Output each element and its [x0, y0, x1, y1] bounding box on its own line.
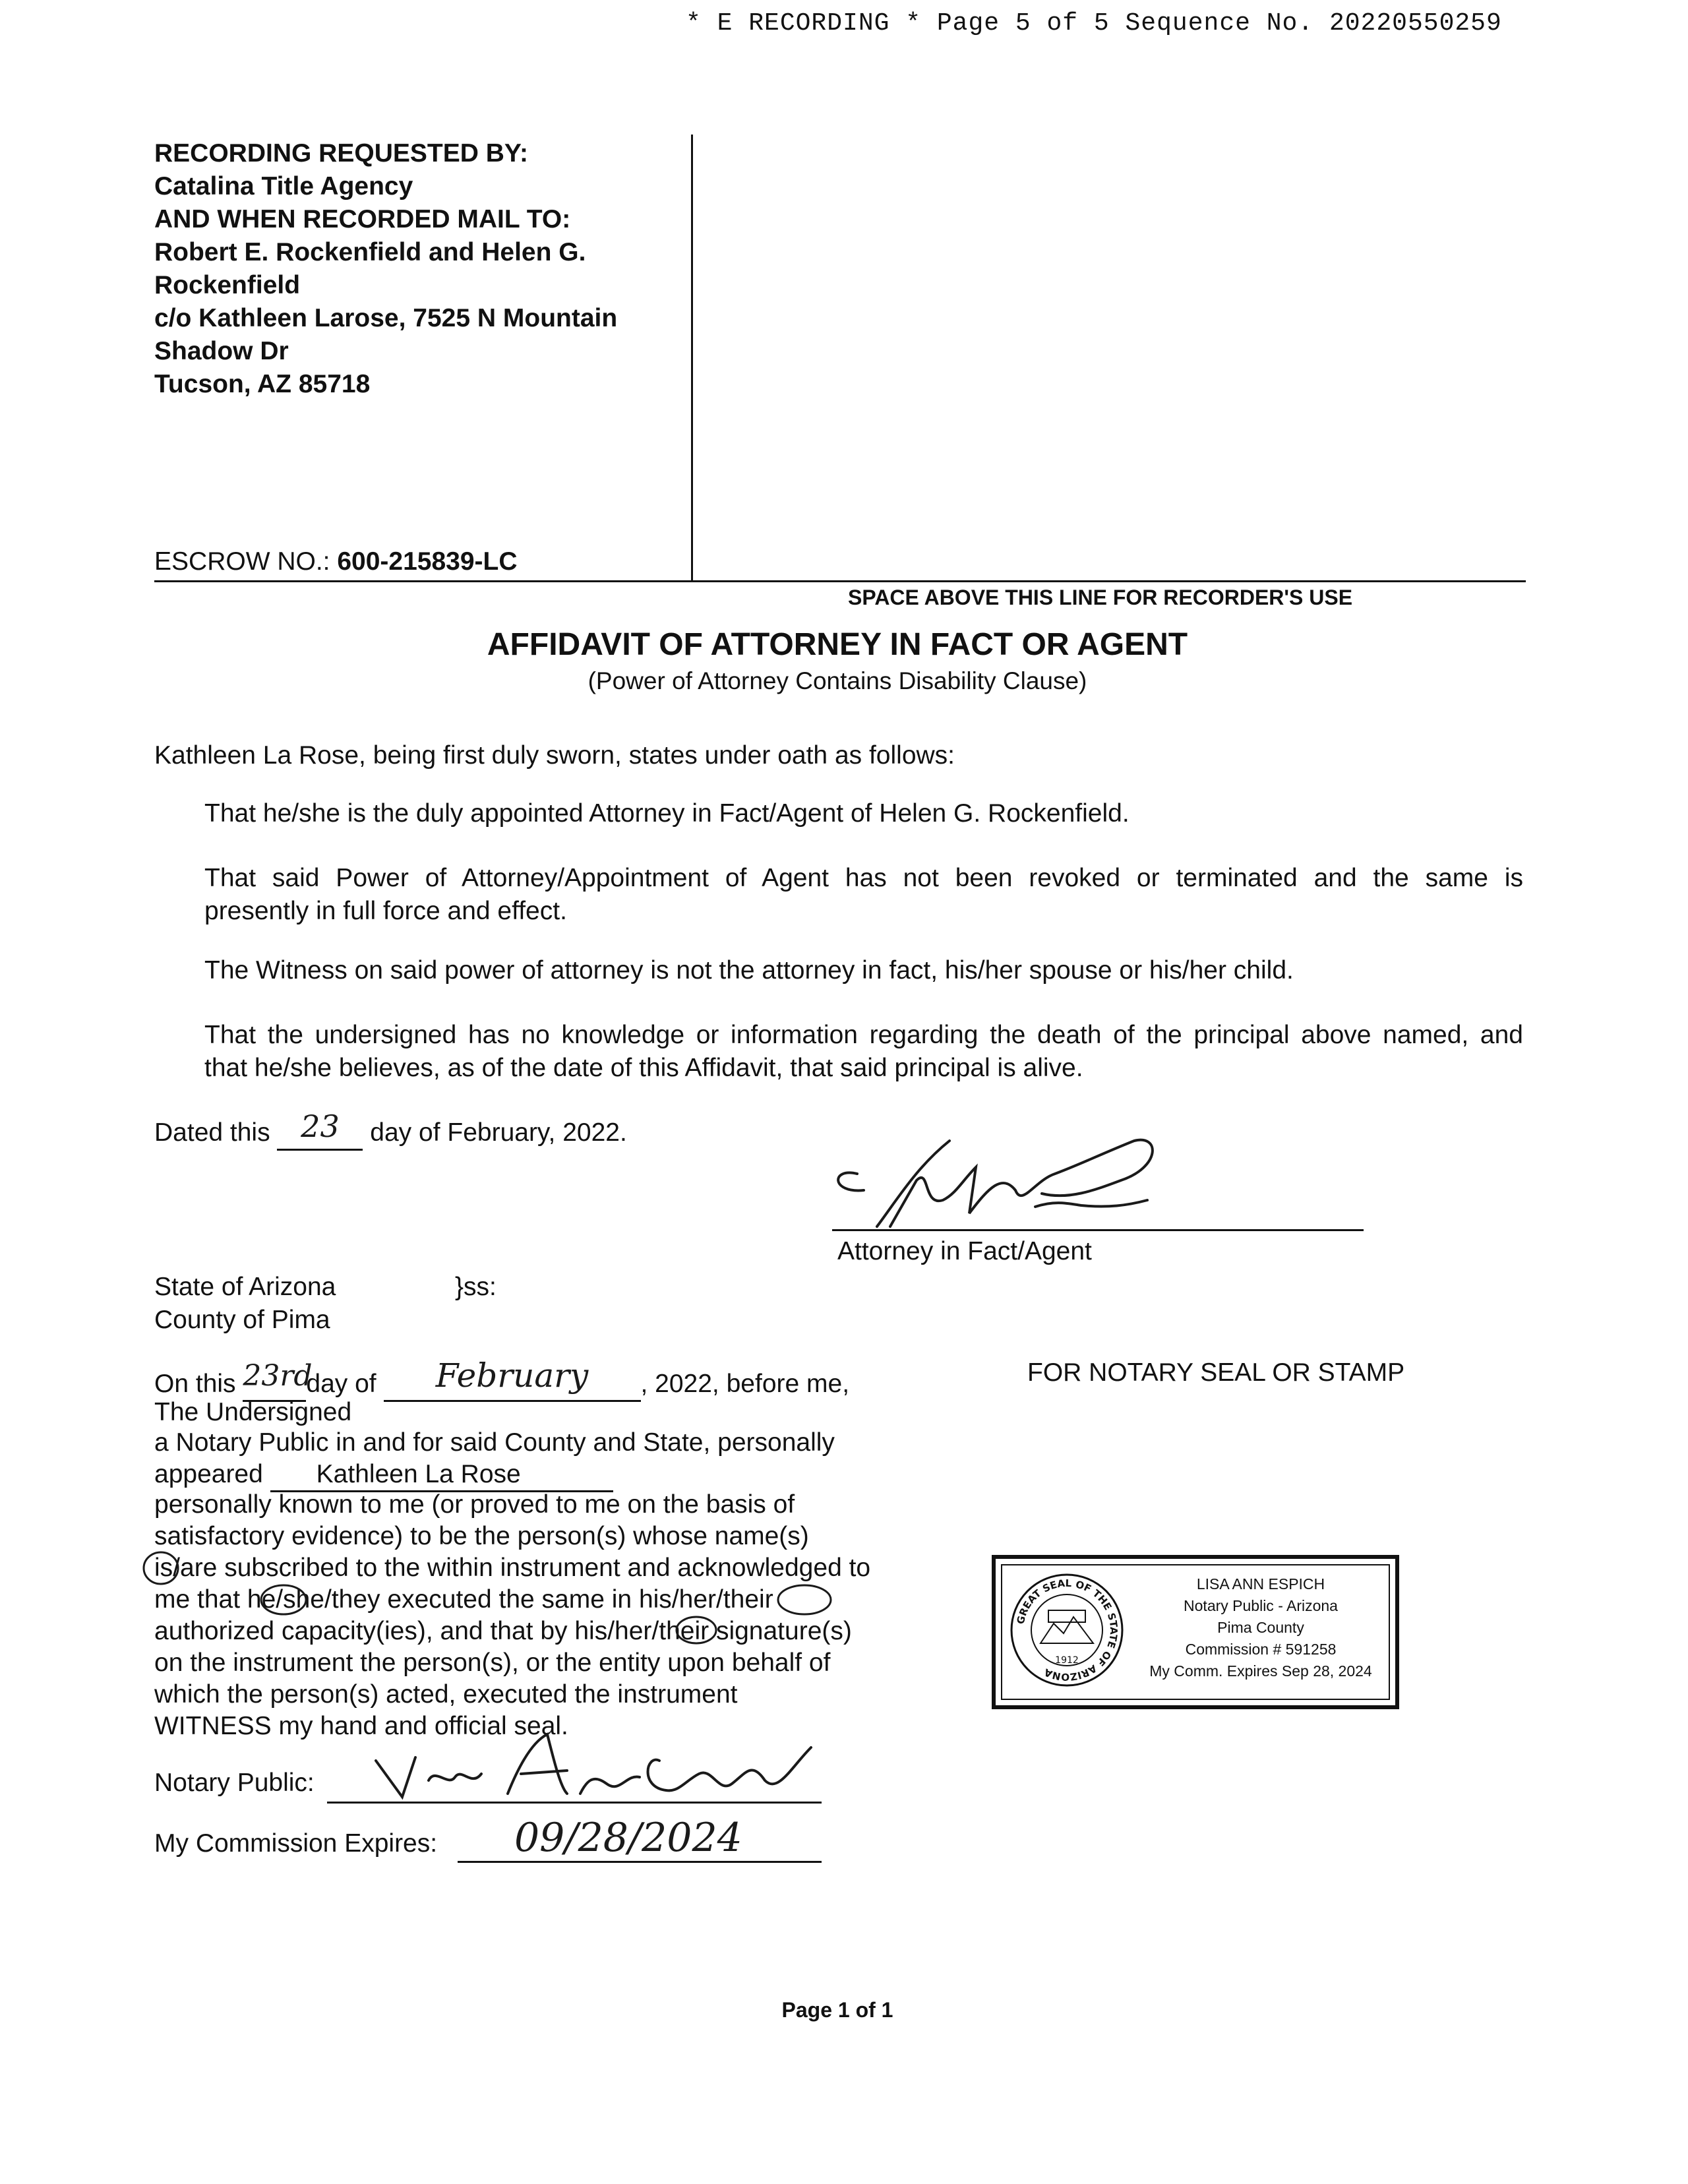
recorder-use-note: SPACE ABOVE THIS LINE FOR RECORDER'S USE — [848, 586, 1353, 609]
ack-day: 23rd — [243, 1359, 313, 1393]
attorney-caption: Attorney in Fact/Agent — [837, 1237, 1092, 1265]
venue-ss: }ss: — [455, 1273, 497, 1301]
ack-line-3: personally known to me (or proved to me on the basis of — [154, 1490, 795, 1519]
commission-date-hand: 09/28/2024 — [514, 1815, 742, 1861]
day-of-label: day of — [306, 1370, 377, 1398]
commission-label: My Commission Expires: — [154, 1829, 438, 1858]
document-title: AFFIDAVIT OF ATTORNEY IN FACT OR AGENT — [487, 627, 1188, 662]
notary-signature-line — [327, 1802, 822, 1804]
ack-month-blank — [384, 1356, 641, 1402]
notary-public-label: Notary Public: — [154, 1769, 315, 1797]
stamp-expiry: My Comm. Expires Sep 28, 2024 — [1149, 1662, 1372, 1680]
recorder-box-divider — [691, 135, 693, 582]
appeared-name: Kathleen La Rose — [316, 1460, 521, 1488]
seal-year: 1912 — [1055, 1655, 1079, 1666]
ack-line-1: a Notary Public in and for said County and State, personally — [154, 1428, 835, 1457]
ack-undersigned: The Undersigned — [154, 1398, 352, 1426]
stamp-commission: Commission # 591258 — [1185, 1641, 1337, 1658]
ack-line-6: me that he/she/they executed the same in his/her/their — [154, 1585, 773, 1614]
venue-county: County of Pima — [154, 1306, 330, 1334]
attorney-signature-line — [832, 1229, 1364, 1231]
ack-line-5: is/are subscribed to the within instrument and acknowledged to — [154, 1554, 871, 1582]
requested-by-label: RECORDING REQUESTED BY: — [154, 139, 528, 167]
statement-1: That he/she is the duly appointed Attorney in Fact/Agent of Helen G. Rockenfield. — [204, 799, 1130, 828]
seal-ring-text: GREAT SEAL OF THE STATE OF ARIZONA — [1014, 1577, 1120, 1684]
intro-text: Kathleen La Rose, being first duly sworn, states under oath as follows: — [154, 741, 955, 770]
escrow-label: ESCROW NO.: — [154, 547, 330, 576]
statement-2b: presently in full force and effect. — [204, 897, 567, 925]
ack-line-7: authorized capacity(ies), and that by his/her/their signature(s) — [154, 1617, 852, 1645]
dated-prefix: Dated this — [154, 1118, 270, 1147]
mail-to-address-1: c/o Kathleen Larose, 7525 N Mountain — [154, 304, 618, 332]
statement-2a: That said Power of Attorney/Appointment of Agent has not been revoked or terminated and the same is — [204, 864, 1523, 892]
requested-by: Catalina Title Agency — [154, 172, 413, 200]
notary-stamp — [992, 1555, 1399, 1709]
document-subtitle: (Power of Attorney Contains Disability Clause) — [588, 667, 1087, 694]
stamp-notary-name: LISA ANN ESPICH — [1196, 1575, 1325, 1592]
ack-line-2 — [154, 1459, 613, 1492]
stamp-county: Pima County — [1217, 1619, 1304, 1636]
recording-stamp: * E RECORDING * Page 5 of 5 Sequence No. 20220550259 — [686, 9, 1502, 38]
ack-line-4: satisfactory evidence) to be the person(s) whose name(s) — [154, 1522, 809, 1550]
recorder-line — [154, 580, 1526, 582]
mail-to-city: Tucson, AZ 85718 — [154, 370, 371, 398]
ack-line-8: on the instrument the person(s), or the entity upon behalf of — [154, 1649, 831, 1677]
stamp-title: Notary Public - Arizona — [1184, 1597, 1338, 1614]
dated-suffix: day of February, 2022. — [370, 1118, 627, 1147]
dated-line — [154, 1108, 627, 1151]
venue-state: State of Arizona — [154, 1273, 336, 1301]
commission-line — [458, 1861, 822, 1863]
pronoun-circles — [138, 1550, 930, 1655]
appeared-label: appeared — [154, 1460, 263, 1488]
mail-to-address-2: Shadow Dr — [154, 337, 289, 365]
dated-day: 23 — [301, 1108, 340, 1144]
year-before-me: , 2022, before me, — [640, 1370, 850, 1398]
on-this-label: On this — [154, 1370, 236, 1398]
mail-to-label: AND WHEN RECORDED MAIL TO: — [154, 205, 571, 233]
mail-to-name-2: Rockenfield — [154, 271, 301, 299]
statement-4b: that he/she believes, as of the date of this Affidavit, that said principal is alive. — [204, 1054, 1083, 1082]
ack-line-10: WITNESS my hand and official seal. — [154, 1712, 568, 1740]
mail-to-name-1: Robert E. Rockenfield and Helen G. — [154, 238, 586, 266]
statement-4a: That the undersigned has no knowledge or information regarding the death of the principal above named, and — [204, 1021, 1523, 1049]
appeared-name-blank — [270, 1459, 613, 1492]
recording-block — [154, 137, 682, 401]
attorney-signature — [818, 1128, 1187, 1246]
escrow-value: 600-215839-LC — [337, 547, 518, 576]
arizona-seal-icon — [1008, 1571, 1126, 1689]
ack-line-9: which the person(s) acted, executed the instrument — [154, 1680, 738, 1709]
dated-day-blank — [277, 1108, 363, 1151]
notary-seal-heading: FOR NOTARY SEAL OR STAMP — [1027, 1358, 1405, 1387]
page-number: Page 1 of 1 — [781, 1998, 893, 2022]
escrow-number — [154, 547, 518, 576]
statement-3: The Witness on said power of attorney is not the attorney in fact, his/her spouse or his/her child. — [204, 956, 1294, 985]
ack-month: February — [435, 1356, 589, 1395]
notary-signature — [356, 1721, 818, 1807]
notary-stamp-text — [1135, 1573, 1386, 1682]
